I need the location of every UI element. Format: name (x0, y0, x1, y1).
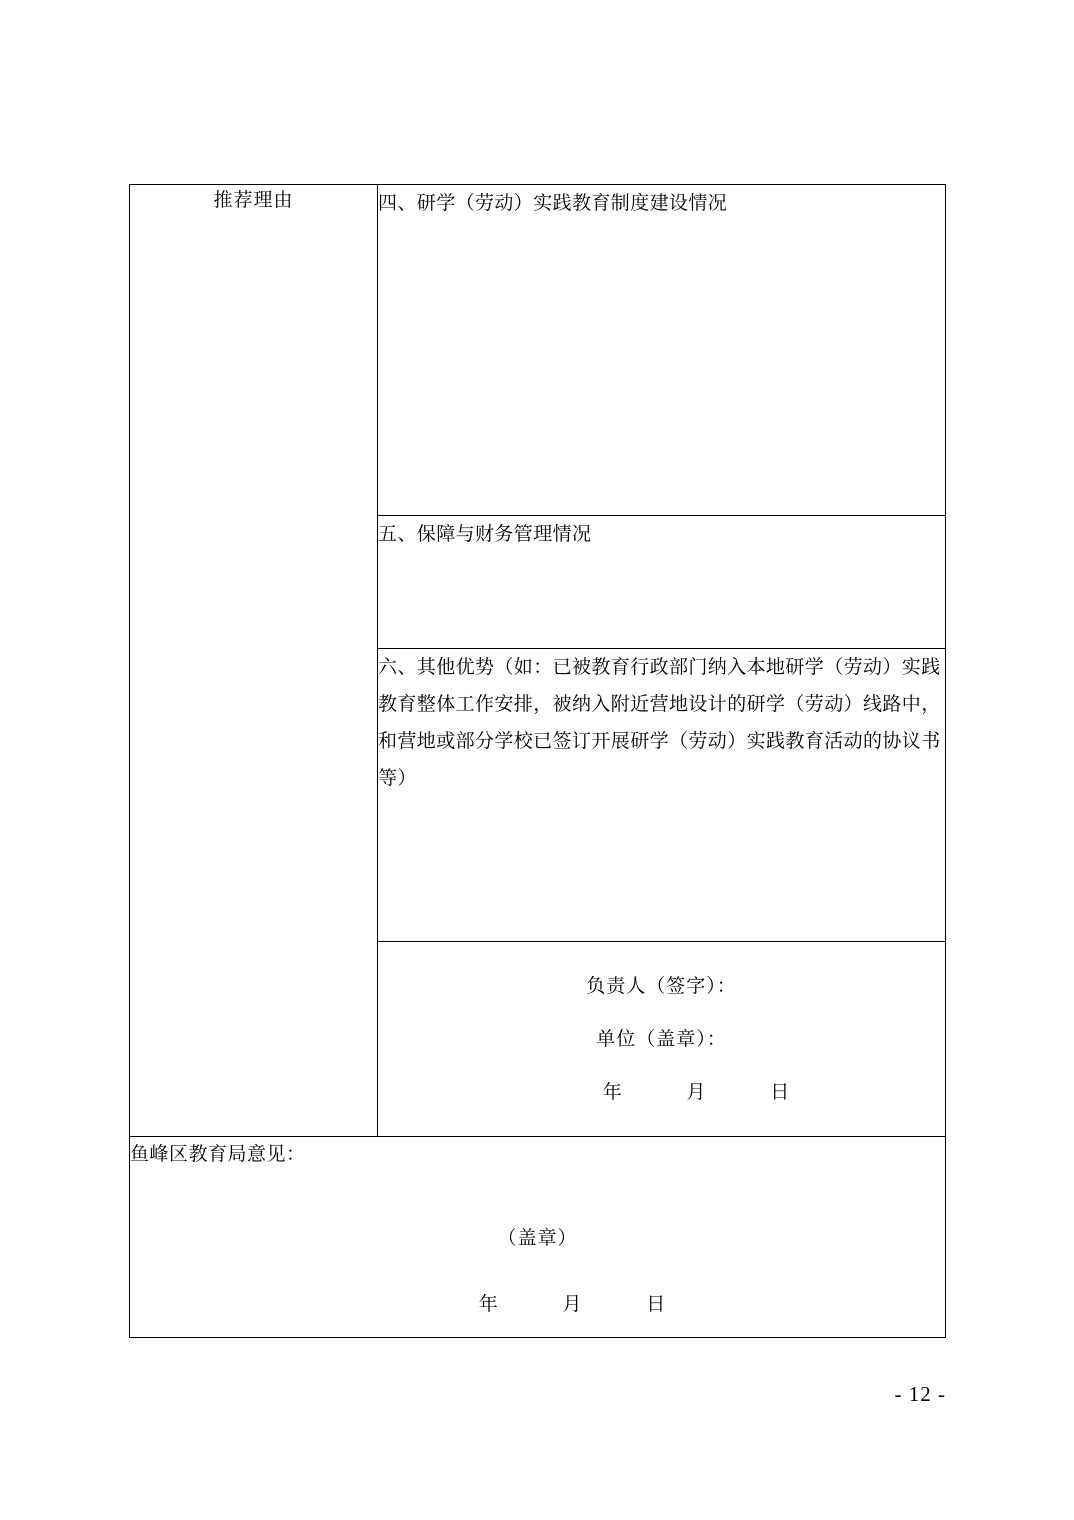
section-four-text: 四、研学（劳动）实践教育制度建设情况 (378, 193, 728, 214)
bureau-opinion-title: 鱼峰区教育局意见： (130, 1144, 306, 1165)
section-four-cell (378, 185, 946, 516)
signature-block (378, 942, 945, 1104)
section-six-cell (378, 649, 946, 942)
bureau-date-day: 日 (646, 1294, 667, 1316)
signature-date-line (378, 1082, 945, 1105)
bureau-opinion-date-line (130, 1287, 945, 1323)
bureau-date-month: 月 (562, 1294, 583, 1316)
signature-date-year: 年 (602, 1081, 623, 1103)
signature-date-month: 月 (686, 1081, 707, 1103)
signature-cell (378, 942, 946, 1137)
section-five-cell (378, 516, 946, 649)
recommendation-form-table (129, 184, 946, 1338)
section-six-text: 六、其他优势（如：已被教育行政部门纳入本地研学（劳动）实践教育整体工作安排，被纳入附近营地设计的研学（劳动）线路中，和营地或部分学校已签订开展研学（劳动）实践教育活动的协议书等） (378, 657, 941, 790)
signature-date-day: 日 (770, 1081, 791, 1103)
signature-person-line: 负责人（签字）： (586, 976, 737, 997)
table-row (130, 1137, 946, 1338)
page-number: - 12 - (894, 1382, 946, 1406)
bureau-opinion-seal: （盖章） (497, 1228, 578, 1250)
bureau-opinion-cell (130, 1137, 946, 1338)
section-five-text: 五、保障与财务管理情况 (378, 524, 592, 545)
signature-unit-line: 单位（盖章）： (596, 1028, 727, 1050)
table-row (130, 185, 946, 516)
bureau-date-year: 年 (478, 1294, 499, 1316)
row-label-recommendation-reason: 推荐理由 (130, 185, 378, 1137)
